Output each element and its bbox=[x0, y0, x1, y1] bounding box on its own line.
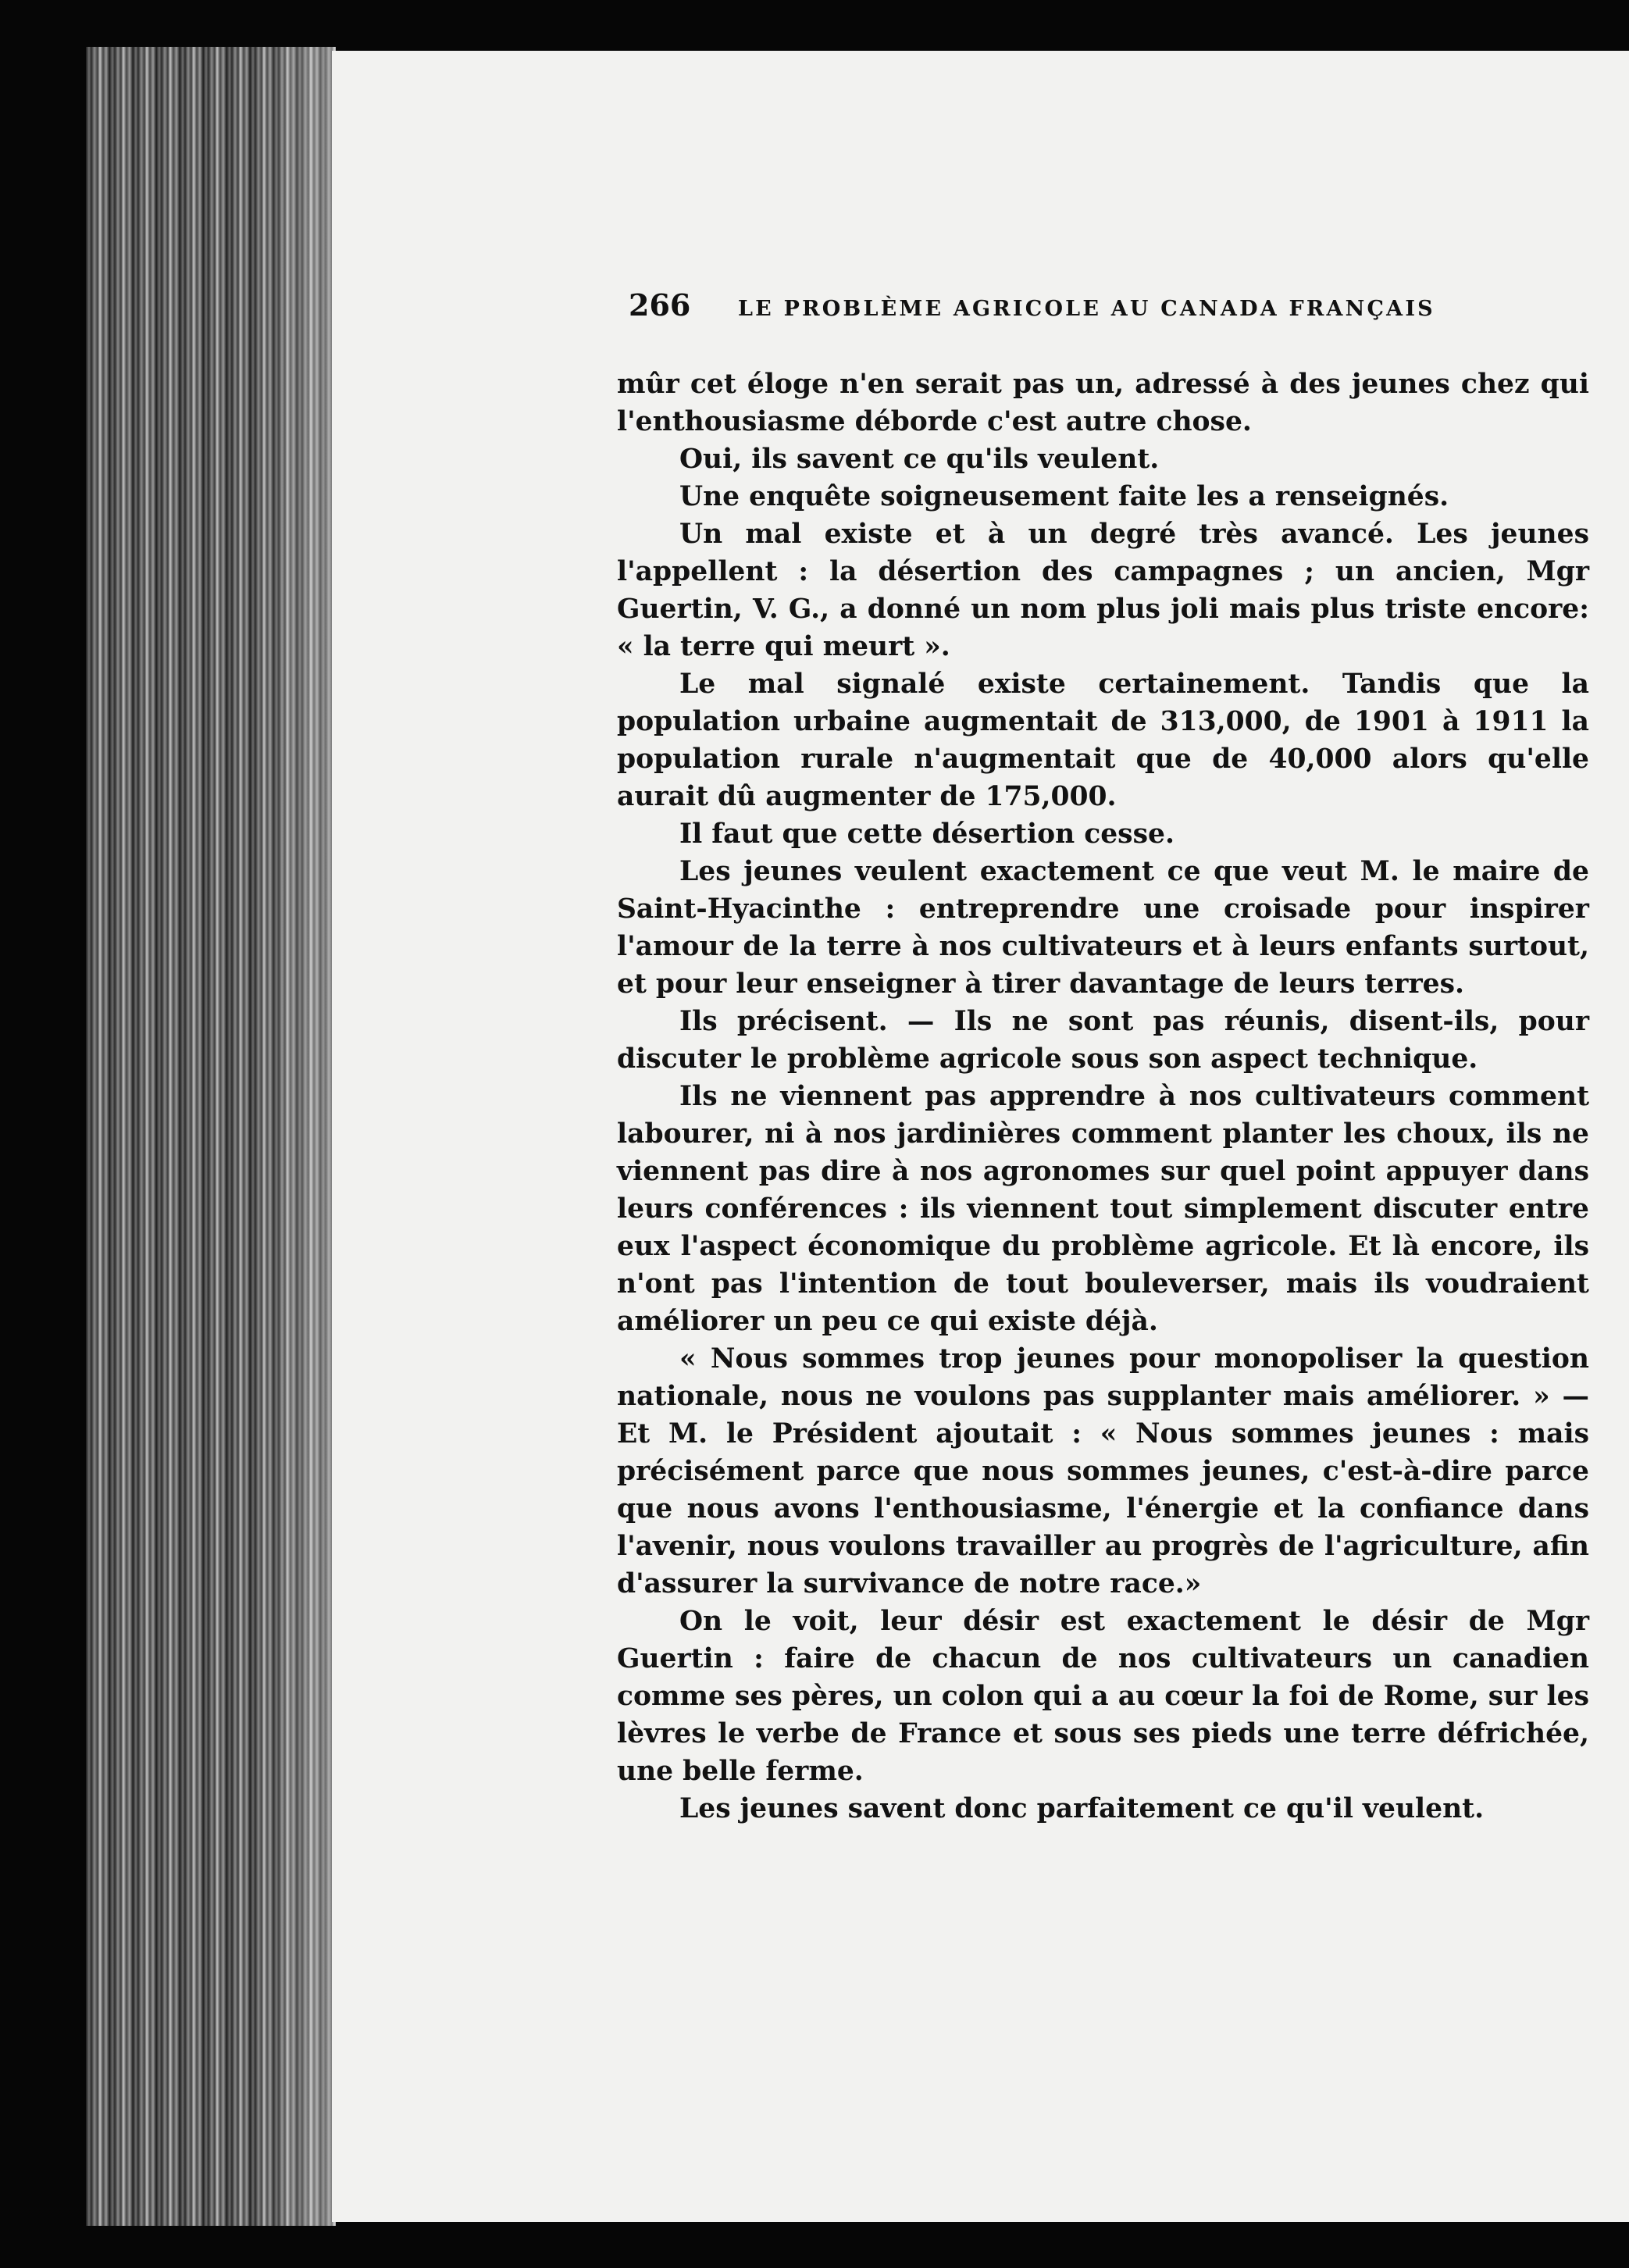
gutter-shadow bbox=[258, 47, 336, 2226]
paragraph-6: Il faut que cette désertion cesse. bbox=[679, 818, 1175, 850]
body-text bbox=[617, 366, 1589, 1828]
paragraph-4: Un mal existe et à un degré très avancé. Les jeunes l'appellent : la désertion des campagnes ; un ancien, Mgr Guertin, V. G., a donné un nom plus joli mais plus triste encore: « la terre qui meurt ». bbox=[617, 519, 1589, 662]
paragraph-11: On le voit, leur désir est exactement le désir de Mgr Guertin : faire de chacun de nos cultivateurs un canadien comme ses pères, un colon qui a au cœur la foi de Rome, sur les lèvres le verbe de France et sous ses pieds une terre défrichée, une belle ferme. bbox=[617, 1606, 1589, 1787]
paragraph-10: « Nous sommes trop jeunes pour monopoliser la question nationale, nous ne voulons pas supplanter mais améliorer. » — Et M. le Président ajoutait : « Nous sommes jeunes : mais précisément parce que nous sommes jeunes, c'est-à-dire parce que nous avons l'enthousiasme, l'énergie et la confiance dans l'avenir, nous voulons travailler au progrès de l'agriculture, afin d'assurer la survivance de notre race.» bbox=[617, 1343, 1589, 1599]
page-number: 266 bbox=[629, 287, 691, 323]
paragraph-12: Les jeunes savent donc parfaitement ce qu'il veulent. bbox=[679, 1793, 1485, 1824]
paragraph-8: Ils précisent. — Ils ne sont pas réunis, disent-ils, pour discuter le problème agricole sous son aspect technique. bbox=[617, 1006, 1589, 1075]
paragraph-3: Une enquête soigneusement faite les a renseignés. bbox=[679, 481, 1449, 512]
running-title: LE PROBLÈME AGRICOLE AU CANADA FRANÇAIS bbox=[738, 297, 1435, 321]
paragraph-1: mûr cet éloge n'en serait pas un, adressé à des jeunes chez qui l'enthousiasme déborde c'est autre chose. bbox=[617, 369, 1589, 437]
paragraph-2: Oui, ils savent ce qu'ils veulent. bbox=[679, 444, 1160, 475]
paragraph-7: Les jeunes veulent exactement ce que veut M. le maire de Saint-Hyacinthe : entreprendre une croisade pour inspirer l'amour de la terre à nos cultivateurs et à leurs enfants surtout, et pour leur enseigner à tirer davantage de leurs terres. bbox=[617, 856, 1589, 1000]
paragraph-5: Le mal signalé existe certainement. Tandis que la population urbaine augmentait de 313,000, de 1901 à 1911 la population rurale n'augmentait que de 40,000 alors qu'elle aurait dû augmenter de 175,000. bbox=[617, 669, 1589, 812]
paragraph-9: Ils ne viennent pas apprendre à nos cultivateurs comment labourer, ni à nos jardinières comment planter les choux, ils ne viennent pas dire à nos agronomes sur quel point appuyer dans leurs conférences : ils viennent tout simplement discuter entre eux l'aspect économique du problème agricole. Et là encore, ils n'ont pas l'intention de tout bouleverser, mais ils voudraient améliorer un peu ce qui existe déjà. bbox=[617, 1081, 1589, 1337]
page-header bbox=[629, 287, 1597, 326]
